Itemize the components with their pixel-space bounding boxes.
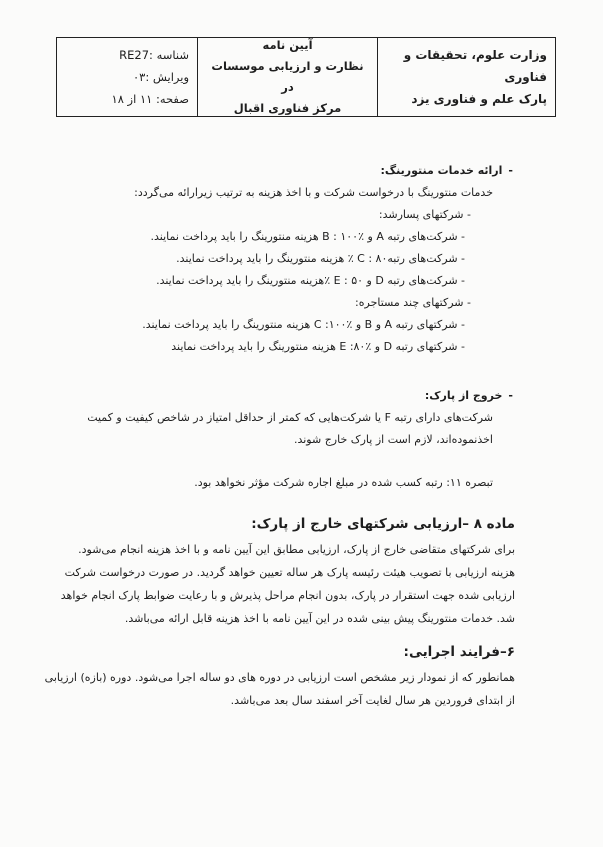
- meta-cell: [57, 38, 197, 116]
- title-cell: [197, 38, 377, 116]
- note-11: تبصره ۱۱: رتبه کسب شده در مبلغ اجاره شرکت مؤثر نخواهد بود.: [194, 476, 493, 489]
- doc-title-line-1: نظارت و ارزیابی موسسات در: [211, 59, 364, 94]
- article-8-section: [51, 510, 541, 630]
- exit-text-line: اخذنموده‌اند، لازم است از پارک خارج شوند.: [293, 433, 493, 446]
- header-table: [56, 37, 556, 117]
- exit-section: [51, 385, 541, 451]
- article-8-title: ماده ۸ –ارزیابی شرکتهای خارج از پارک:: [251, 516, 515, 532]
- post-incubation-item: - شرکت‌های رتبهC : ۸۰ ٪ هزینه منتورینگ را باید پرداخت نمایند.: [176, 252, 465, 265]
- multi-tenant-item: - شرکتهای رتبه D و E :۸۰٪ هزینه منتورینگ را باید پرداخت نمایند: [171, 340, 465, 353]
- doc-title-line-2: مرکز فناوری اقبال: [233, 101, 342, 115]
- mentoring-section: [51, 160, 541, 358]
- doc-id: شناسه :RE27: [119, 48, 189, 62]
- org-park: پارک علم و فناوری یزد: [411, 92, 547, 106]
- doc-revision: ویرایش :۰۳: [132, 70, 189, 84]
- mentoring-heading: -ارائه خدمات منتورینگ:: [380, 164, 513, 177]
- post-incubation-heading: - شرکتهای پسارشد:: [378, 208, 471, 221]
- article-8-line: برای شرکتهای متقاضی خارج از پارک، ارزیابی مطابق این آیین نامه و با اخذ هزینه انجام می‌شود.: [78, 543, 515, 556]
- exit-heading: -خروج از پارک:: [424, 389, 513, 402]
- org-ministry: وزارت علوم، تحقیقات و فناوری: [403, 48, 547, 84]
- mentoring-intro: خدمات منتورینگ با درخواست شرکت و با اخذ هزینه به ترتیب زیرارائه می‌گردد:: [134, 186, 493, 199]
- page-number: صفحه: ۱۱ از ۱۸: [111, 92, 189, 106]
- org-cell: [377, 38, 555, 116]
- article-8-line: ارزیابی شده جهت استقرار در پارک، بدون انجام مراحل پذیرش و با رعایت ضوابط پارک انجام خواهد: [60, 589, 515, 602]
- multi-tenant-item: - شرکتهای رتبه A و B و C :۱۰۰٪ هزینه منتورینگ را باید پرداخت نمایند.: [142, 318, 465, 331]
- doc-type: آیین نامه: [262, 38, 313, 52]
- process-section: [44, 638, 541, 712]
- post-incubation-item: - شرکت‌های رتبه A و B : ۱۰۰٪ هزینه منتورینگ را باید پرداخت نمایند.: [150, 230, 465, 243]
- post-incubation-item: - شرکت‌های رتبه D و E : ۵۰ ٪هزینه منتورینگ را باید پرداخت نمایند.: [156, 274, 465, 287]
- process-title: ۶–فرایند اجرایی:: [403, 644, 515, 660]
- process-line: از ابتدای فروردین هر سال لغایت آخر اسفند سال بعد می‌باشد.: [230, 694, 515, 707]
- article-8-line: شد. خدمات منتورینگ پیش بینی شده در این آیین نامه با اخذ هزینه قابل ارائه می‌باشد.: [124, 612, 515, 625]
- multi-tenant-heading: - شرکتهای چند مستاجره:: [355, 296, 471, 309]
- article-8-line: هزینه ارزیابی با تصویب هیئت رئیسه پارک هر ساله تعیین خواهد گردید. در صورت درخواست شرکت: [64, 566, 515, 579]
- process-line: همانطور که از نمودار زیر مشخص است ارزیابی در دوره های دو ساله اجرا می‌شود. دوره (بازه) ارزیابی: [44, 671, 515, 684]
- exit-text-line: شرکت‌های دارای رتبه F یا شرکت‌هایی که کمتر از حداقل امتیاز در شاخص کیفیت و کمیت: [87, 411, 493, 424]
